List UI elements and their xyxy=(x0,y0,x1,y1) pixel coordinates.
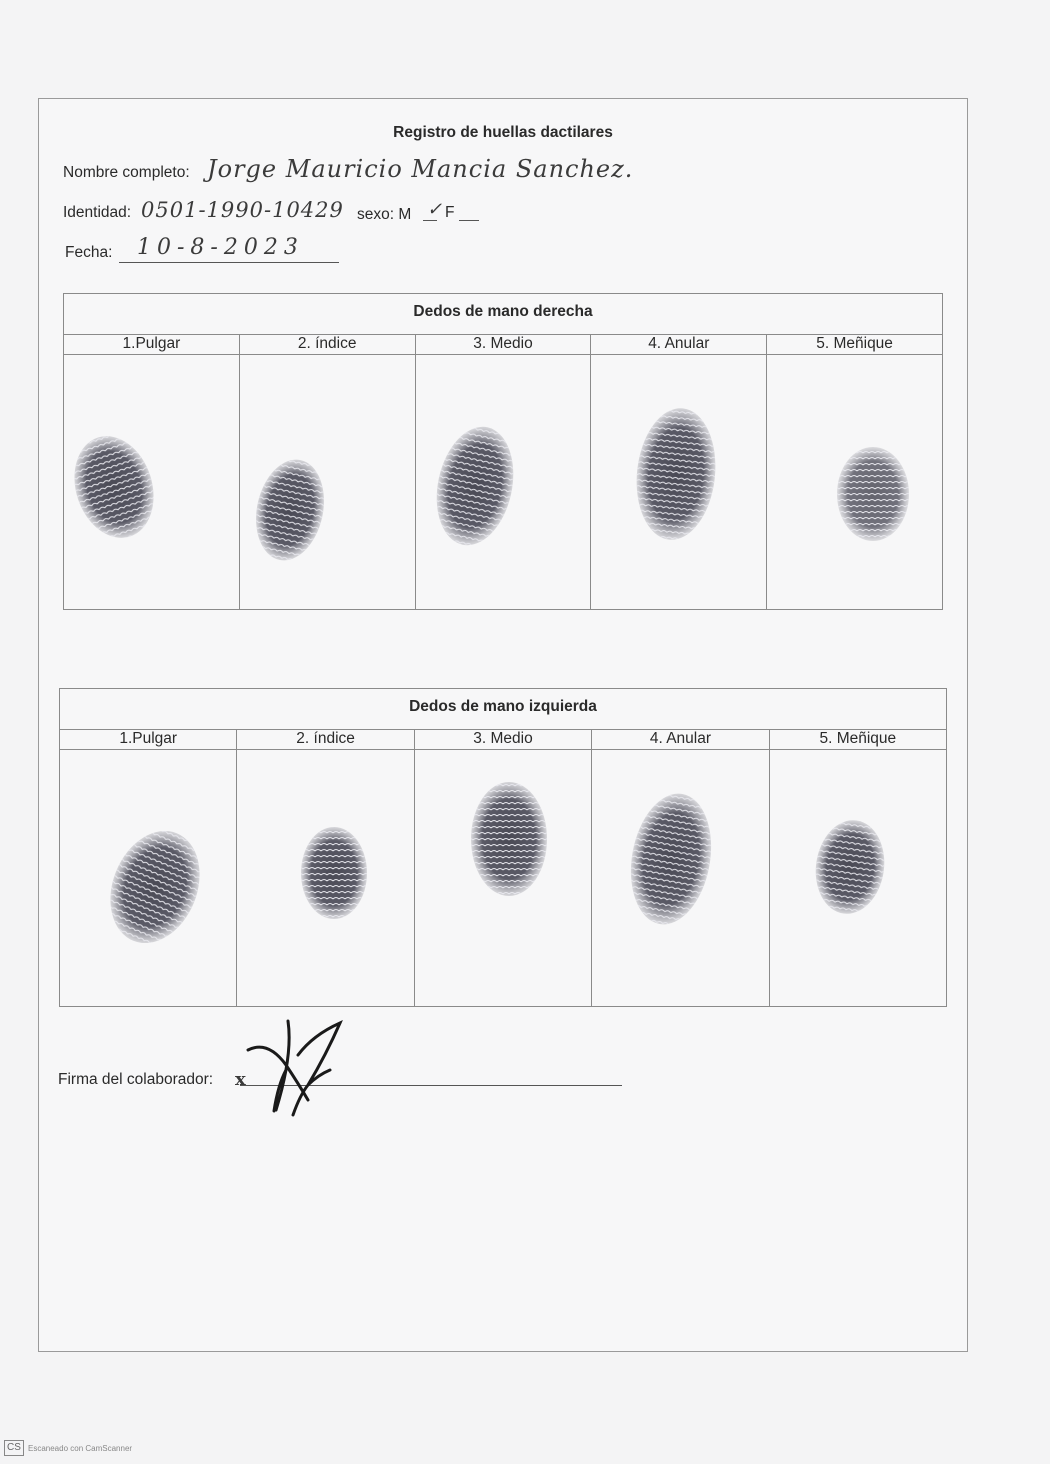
scanner-footer xyxy=(4,1440,132,1456)
right-finger-label: 3. Medio xyxy=(416,334,591,355)
name-value: Jorge Mauricio Mancia Sanchez. xyxy=(207,155,634,183)
right-finger-cell xyxy=(64,334,240,609)
right-finger-label: 4. Anular xyxy=(591,334,766,355)
left-finger-label: 4. Anular xyxy=(592,729,768,750)
left-finger-label: 1.Pulgar xyxy=(60,729,236,750)
fingerprint-image xyxy=(631,404,721,544)
fingerprint-image xyxy=(69,429,159,549)
fingerprint-form xyxy=(38,98,968,1352)
sex-female-label: F xyxy=(445,204,455,221)
sex-female-line xyxy=(459,220,479,221)
signature-label: Firma del colaborador: xyxy=(58,1071,214,1088)
form-title: Registro de huellas dactilares xyxy=(393,124,613,141)
right-finger-label: 2. índice xyxy=(240,334,415,355)
left-finger-cell xyxy=(770,729,946,1006)
id-label: Identidad: xyxy=(63,204,132,221)
id-value: 0501-1990-10429 xyxy=(141,198,344,222)
fingerprint-image xyxy=(833,444,913,544)
signature-x-mark: x xyxy=(235,1069,247,1090)
left-hand-section xyxy=(59,688,947,1007)
right-finger-cell xyxy=(240,334,416,609)
left-finger-label: 2. índice xyxy=(237,729,413,750)
left-finger-cell xyxy=(592,729,769,1006)
sex-male-check: ✓ xyxy=(427,199,444,220)
right-finger-label: 5. Meñique xyxy=(767,334,942,355)
name-label: Nombre completo: xyxy=(63,164,190,181)
right-finger-label: 1.Pulgar xyxy=(64,334,239,355)
left-finger-cell xyxy=(60,729,237,1006)
right-finger-cell xyxy=(416,334,592,609)
left-finger-label: 3. Medio xyxy=(415,729,591,750)
fingerprint-image xyxy=(626,789,716,929)
right-finger-cell xyxy=(591,334,767,609)
right-hand-section xyxy=(63,293,943,610)
date-label: Fecha: xyxy=(65,244,113,261)
fingerprint-image xyxy=(430,422,520,552)
fingerprint-image xyxy=(250,454,330,569)
right-finger-cell xyxy=(767,334,942,609)
fingerprint-image xyxy=(810,817,890,917)
camscanner-logo-icon: CS xyxy=(4,1440,24,1456)
fingerprint-image xyxy=(105,824,205,954)
date-underline xyxy=(119,262,339,263)
left-hand-title: Dedos de mano izquierda xyxy=(60,689,946,730)
right-hand-title: Dedos de mano derecha xyxy=(64,294,942,335)
right-hand-fingers xyxy=(64,334,942,609)
fingerprint-image xyxy=(297,824,372,924)
sex-male-line xyxy=(423,220,437,221)
fingerprint-image xyxy=(467,777,552,902)
date-value: 10-8-2023 xyxy=(137,235,304,260)
sex-label: sexo: M xyxy=(357,206,412,223)
left-finger-cell xyxy=(237,729,414,1006)
left-finger-label: 5. Meñique xyxy=(770,729,946,750)
left-hand-fingers xyxy=(60,729,946,1006)
signature-scribble xyxy=(238,1015,358,1120)
left-finger-cell xyxy=(415,729,592,1006)
scanner-footer-text: Escaneado con CamScanner xyxy=(28,1443,133,1453)
